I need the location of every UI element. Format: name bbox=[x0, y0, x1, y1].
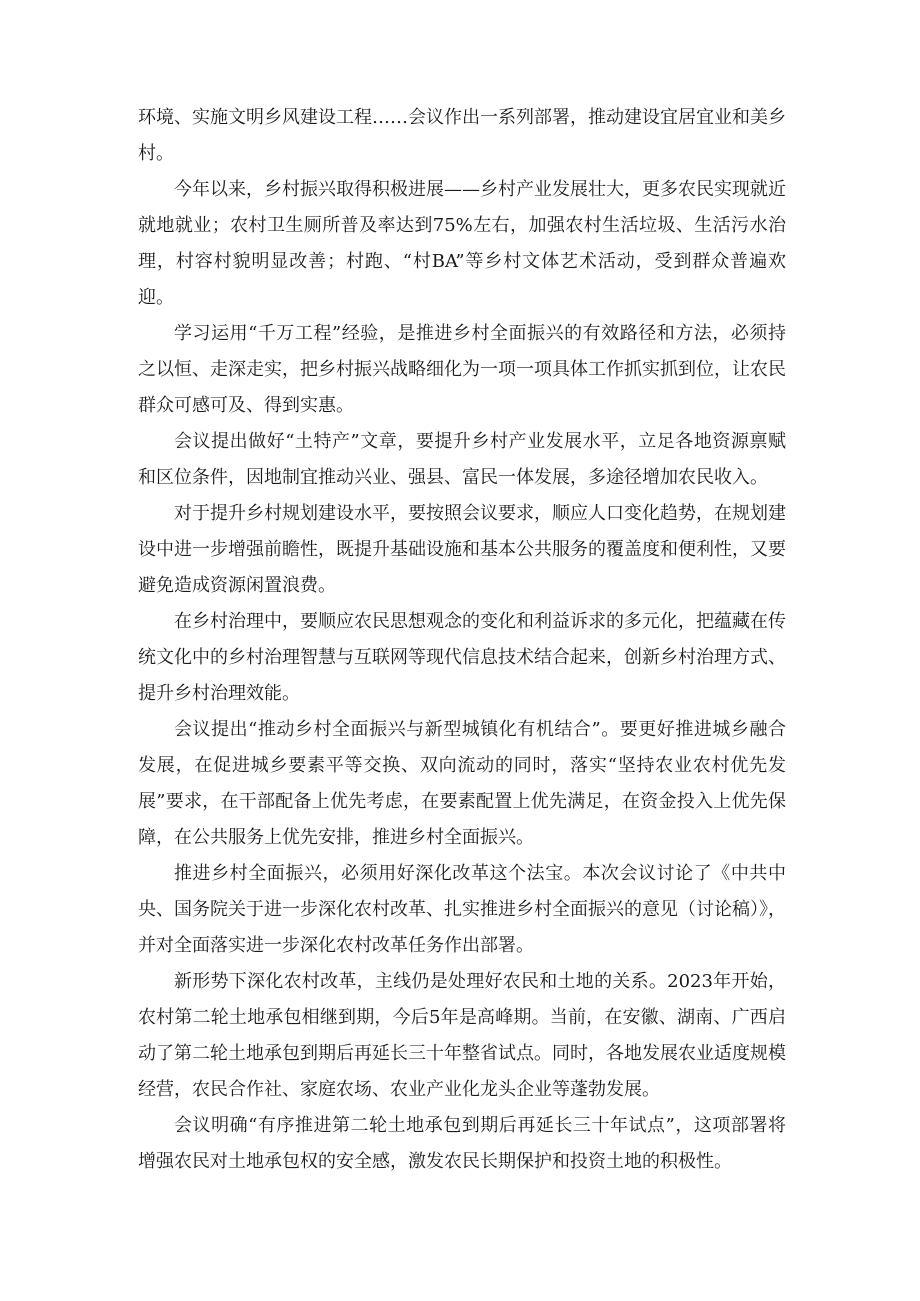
paragraph: 会议提出做好“土特产”文章，要提升乡村产业发展水平，立足各地资源禀赋和区位条件，因地制宜推动兴业、强县、富民一体发展，多途径增加农民收入。 bbox=[138, 431, 786, 488]
paragraph: 会议提出“推动乡村全面振兴与新型城镇化有机结合”。要更好推进城乡融合发展，在促进城乡要素平等交换、双向流动的同时，落实“坚持农业农村优先发展”要求，在干部配备上优先考虑，在要素配置上优先满足，在资金投入上优先保障，在公共服务上优先安排，推进乡村全面振兴。 bbox=[138, 719, 786, 848]
paragraph-continued: 环境、实施文明乡风建设工程……会议作出一系列部署，推动建设宜居宜业和美乡村。 bbox=[138, 107, 786, 164]
paragraph: 推进乡村全面振兴，必须用好深化改革这个法宝。本次会议讨论了《中共中央、国务院关于进一步深化农村改革、扎实推进乡村全面振兴的意见（讨论稿）》，并对全面落实进一步深化农村改革任务作出部署。 bbox=[138, 863, 786, 956]
paragraph: 学习运用“千万工程”经验，是推进乡村全面振兴的有效路径和方法，必须持之以恒、走深走实，把乡村振兴战略细化为一项一项具体工作抓实抓到位，让农民群众可感可及、得到实惠。 bbox=[138, 323, 786, 416]
paragraph: 在乡村治理中，要顺应农民思想观念的变化和利益诉求的多元化，把蕴藏在传统文化中的乡村治理智慧与互联网等现代信息技术结合起来，创新乡村治理方式、提升乡村治理效能。 bbox=[138, 611, 786, 704]
paragraph: 今年以来，乡村振兴取得积极进展——乡村产业发展壮大，更多农民实现就近就地就业；农村卫生厕所普及率达到75%左右，加强农村生活垃圾、生活污水治理，村容村貌明显改善；村跑、“村BA”等乡村文体艺术活动，受到群众普遍欢迎。 bbox=[138, 179, 786, 308]
paragraph: 对于提升乡村规划建设水平，要按照会议要求，顺应人口变化趋势，在规划建设中进一步增强前瞻性，既提升基础设施和基本公共服务的覆盖度和便利性，又要避免造成资源闲置浪费。 bbox=[138, 503, 786, 596]
paragraph: 会议明确“有序推进第二轮土地承包到期后再延长三十年试点”，这项部署将增强农民对土地承包权的安全感，激发农民长期保护和投资土地的积极性。 bbox=[138, 1115, 786, 1172]
article-body bbox=[138, 100, 786, 1180]
paragraph: 新形势下深化农村改革，主线仍是处理好农民和土地的关系。2023年开始，农村第二轮土地承包相继到期，今后5年是高峰期。当前，在安徽、湖南、广西启动了第二轮土地承包到期后再延长三十年整省试点。同时，各地发展农业适度规模经营，农民合作社、家庭农场、农业产业化龙头企业等蓬勃发展。 bbox=[138, 971, 786, 1100]
